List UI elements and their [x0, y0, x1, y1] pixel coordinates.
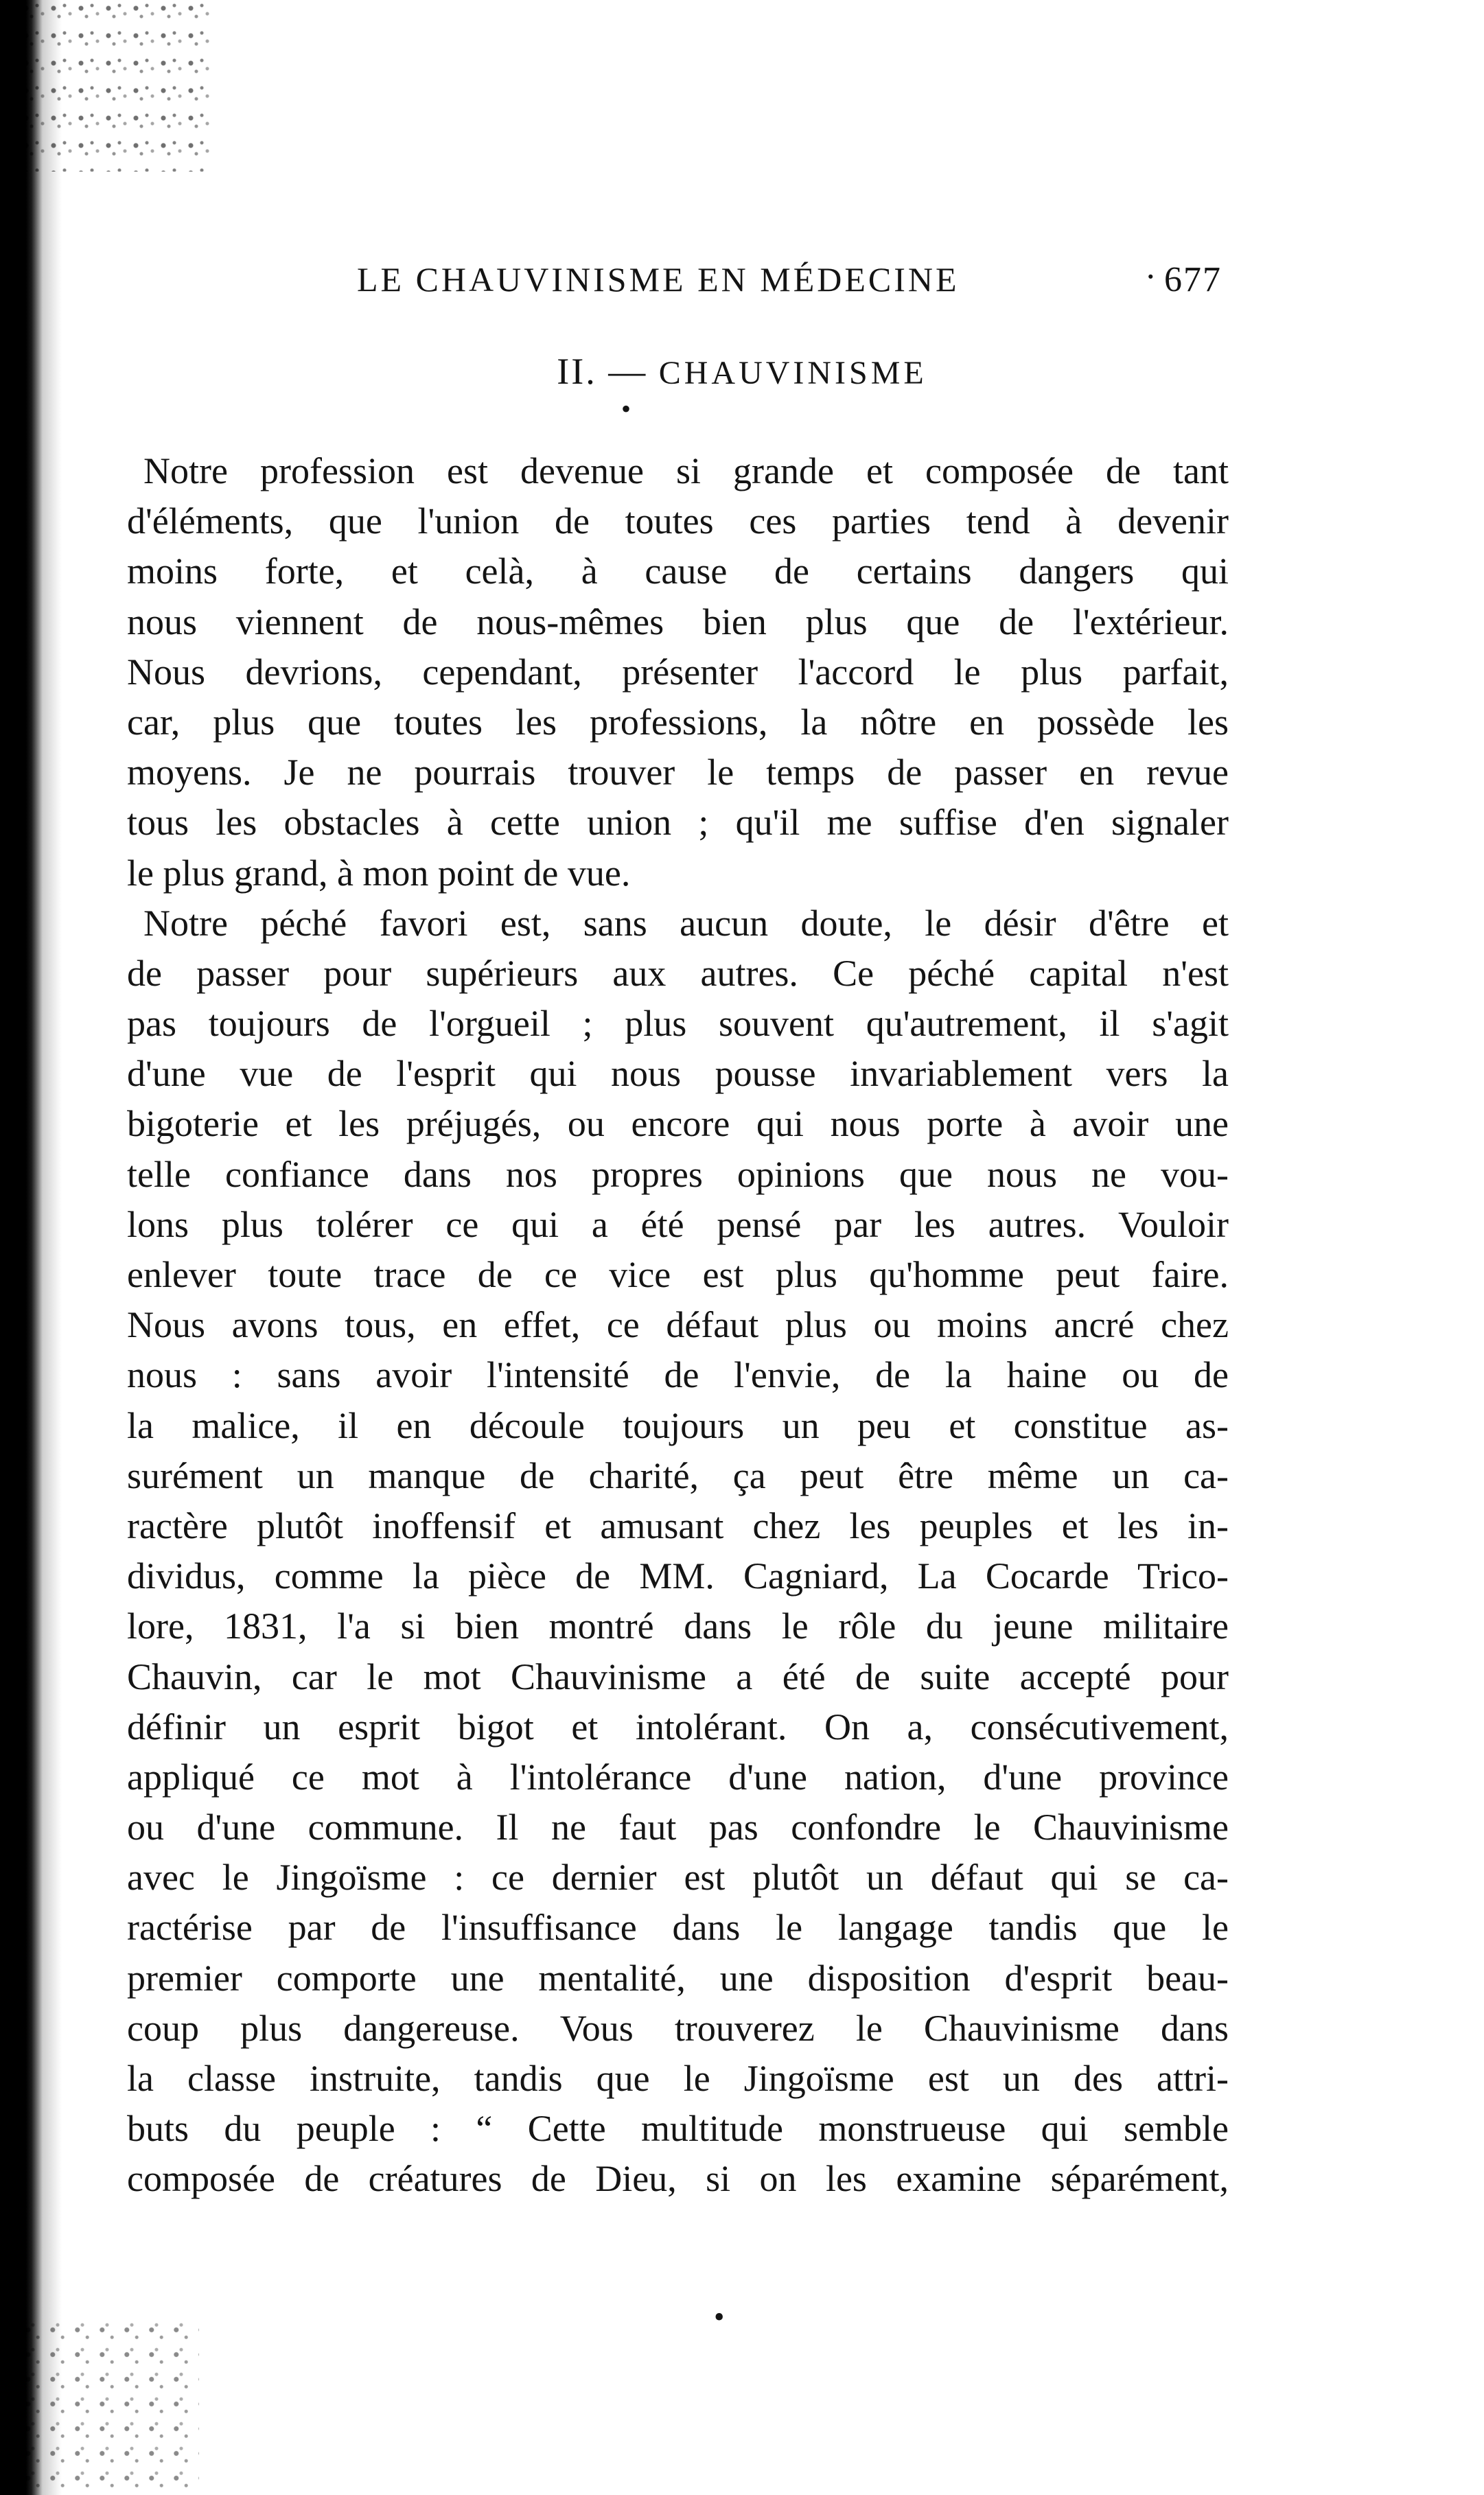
text-line: Chauvin, car le mot Chauvinisme a été de suite accepté pour	[127, 1656, 1229, 1697]
section-title: CHAUVINISME	[658, 355, 927, 391]
body-text	[127, 446, 1229, 2205]
text-line: telle confiance dans nos propres opinions que nous ne vou-	[127, 1153, 1229, 1195]
running-title: LE CHAUVINISME EN MÉDECINE	[357, 260, 960, 299]
text-line: la malice, il en découle toujours un peu et constitue as-	[127, 1404, 1229, 1446]
text-line: appliqué ce mot à l'intolérance d'une nation, d'une province	[127, 1756, 1229, 1798]
text-line: tous les obstacles à cette union ; qu'il me suffise d'en signaler	[127, 802, 1229, 844]
text-line: Nous devrions, cependant, présenter l'accord le plus parfait,	[127, 651, 1229, 693]
text-line: Nous avons tous, en effet, ce défaut plus ou moins ancré chez	[127, 1304, 1229, 1346]
paragraph-1	[127, 446, 1229, 898]
text-line: d'une vue de l'esprit qui nous pousse invariablement vers la	[127, 1053, 1229, 1095]
text-line: Notre profession est devenue si grande et composée de tant	[143, 450, 1229, 491]
text-line: la classe instruite, tandis que le Jingoïsme est un des attri-	[127, 2058, 1229, 2099]
running-head	[357, 259, 1222, 314]
folio-dot: ·	[1144, 257, 1157, 297]
text-line: surément un manque de charité, ça peut être même un ca-	[127, 1454, 1229, 1496]
text-line: dividus, comme la pièce de MM. Cagniard, La Cocarde Trico-	[127, 1555, 1229, 1597]
text-line: enlever toute trace de ce vice est plus qu'homme peut faire.	[127, 1254, 1229, 1295]
text-line: Notre péché favori est, sans aucun doute, le désir d'être et	[143, 902, 1229, 944]
text-line: le plus grand, à mon point de vue.	[127, 852, 631, 894]
text-line: coup plus dangereuse. Vous trouverez le Chauvinisme dans	[127, 2007, 1229, 2049]
section-heading	[0, 350, 1484, 393]
text-line: de passer pour supérieurs aux autres. Ce péché capital n'est	[127, 952, 1229, 994]
text-line: lons plus tolérer ce qui a été pensé par les autres. Vouloir	[127, 1203, 1229, 1245]
text-line: moins forte, et celà, à cause de certains dangers qui	[127, 550, 1229, 592]
text-line: nous viennent de nous-mêmes bien plus que de l'extérieur.	[127, 601, 1229, 642]
text-line: buts du peuple : “ Cette multitude monstrueuse qui semble	[127, 2108, 1229, 2150]
text-line: moyens. Je ne pourrais trouver le temps de passer en revue	[127, 752, 1229, 793]
text-line: définir un esprit bigot et intolérant. On a, consécutivement,	[127, 1706, 1229, 1748]
scan-speckle-bottom	[21, 2320, 199, 2495]
text-line: pas toujours de l'orgueil ; plus souvent qu'autrement, il s'agit	[127, 1003, 1229, 1045]
text-line: d'éléments, que l'union de toutes ces parties tend à devenir	[127, 500, 1229, 542]
ornament-dot-top: •	[621, 393, 631, 424]
text-line: lore, 1831, l'a si bien montré dans le rôle du jeune militaire	[127, 1605, 1229, 1647]
page-number: 677	[1164, 260, 1222, 299]
text-line: bigoterie et les préjugés, ou encore qui nous porte à avoir une	[127, 1103, 1229, 1145]
text-line: ractère plutôt inoffensif et amusant chez les peuples et les in-	[127, 1505, 1229, 1546]
text-line: nous : sans avoir l'intensité de l'envie, de la haine ou de	[127, 1354, 1229, 1396]
text-line: ractérise par de l'insuffisance dans le langage tandis que le	[127, 1907, 1229, 1949]
ornament-dot-bottom: •	[714, 2300, 725, 2334]
paragraph-2	[127, 898, 1229, 2205]
text-line: avec le Jingoïsme : ce dernier est plutôt un défaut qui se ca-	[127, 1857, 1229, 1899]
text-line: ou d'une commune. Il ne faut pas confondre le Chauvinisme	[127, 1807, 1229, 1848]
text-line: composée de créatures de Dieu, si on les examine séparément,	[127, 2158, 1229, 2200]
text-line: car, plus que toutes les professions, la nôtre en possède les	[127, 701, 1229, 743]
section-numeral: II. —	[557, 351, 648, 392]
text-line: premier comporte une mentalité, une disposition d'esprit beau-	[127, 1957, 1229, 1999]
scan-speckle-top	[21, 0, 213, 172]
